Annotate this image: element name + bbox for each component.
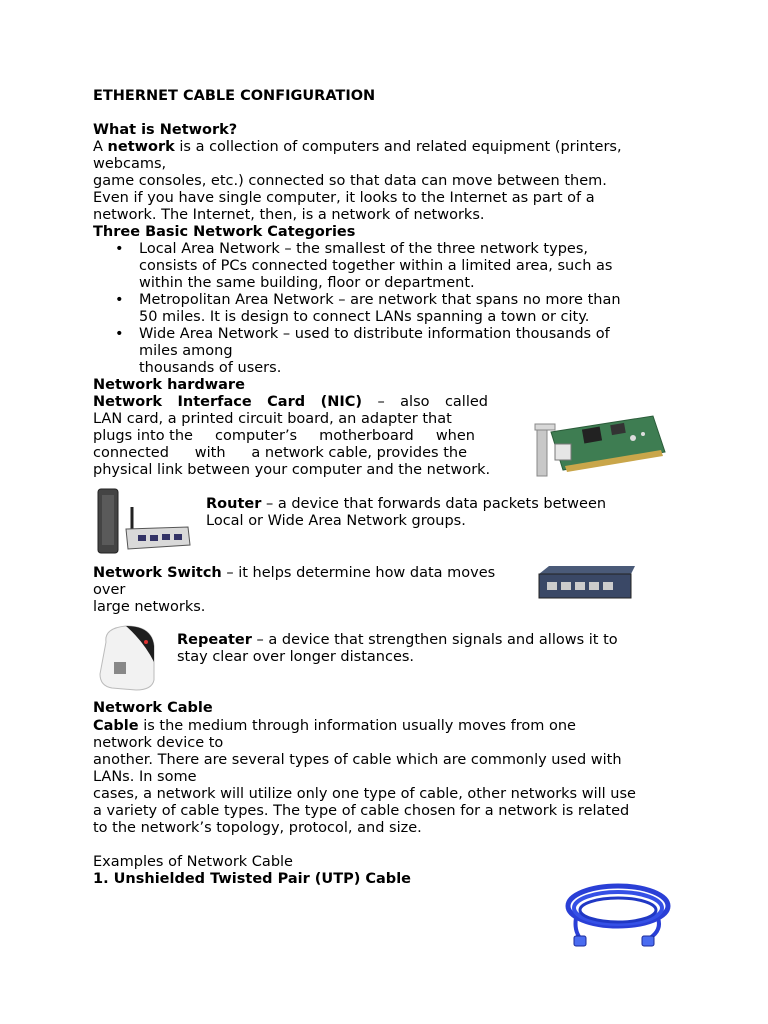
text: called — [444, 394, 488, 410]
router-line2: Local or Wide Area Network groups. — [206, 513, 466, 529]
text: computer’s — [215, 428, 298, 444]
text: – — [377, 394, 385, 410]
network-intro-line1 — [93, 139, 622, 156]
text: – it helps determine how data moves — [221, 565, 496, 581]
hardware-heading: Network hardware — [93, 377, 245, 393]
bullet-lan-line3: within the same building, floor or department. — [139, 275, 475, 291]
cable-line1 — [93, 718, 576, 735]
cable-line4: LANs. In some — [93, 769, 197, 785]
switch-line2: over — [93, 582, 126, 598]
text: motherboard — [319, 428, 414, 444]
bullet-marker: • — [115, 241, 124, 257]
repeater-term: Repeater — [177, 632, 252, 648]
cable-line3: another. There are several types of cable which are commonly used with — [93, 752, 622, 768]
bullet-lan-line2: consists of PCs connected together within a limited area, such as — [139, 258, 613, 274]
switch-term: Network Switch — [93, 565, 222, 581]
text: connected — [93, 445, 169, 461]
router-line1 — [206, 496, 606, 513]
network-intro-line2: webcams, — [93, 156, 167, 172]
document-title: ETHERNET CABLE CONFIGURATION — [93, 88, 376, 104]
cable-line6: a variety of cable types. The type of cable chosen for a network is related — [93, 803, 630, 819]
nic-line4 — [93, 445, 467, 462]
nic-card-image — [533, 408, 668, 480]
bullet-man-line1: Metropolitan Area Network – are network that spans no more than — [139, 292, 621, 308]
nic-line1 — [93, 394, 488, 411]
repeater-image — [96, 622, 158, 694]
utp-heading: 1. Unshielded Twisted Pair (UTP) Cable — [93, 871, 411, 887]
text: when — [435, 428, 475, 444]
text: – a device that forwards data packets between — [261, 496, 607, 512]
nic-line2: LAN card, a printed circuit board, an adapter that — [93, 411, 452, 427]
network-intro-line3: game consoles, etc.) connected so that data can move between them. — [93, 173, 607, 189]
text: plugs into the — [93, 428, 193, 444]
nic-term: Network — [93, 394, 163, 410]
nic-term: Interface — [177, 394, 252, 410]
text: is the medium through information usually moves from one — [138, 718, 576, 734]
cable-term: Cable — [93, 718, 139, 734]
text: A — [93, 139, 108, 155]
network-switch-image — [535, 562, 637, 602]
cable-line2: network device to — [93, 735, 224, 751]
router-term: Router — [206, 496, 262, 512]
bullet-wan-line2: miles among — [139, 343, 233, 359]
text: – a device that strengthen signals and allows it to — [251, 632, 618, 648]
network-heading: What is Network? — [93, 122, 238, 138]
nic-line5: physical link between your computer and the network. — [93, 462, 491, 478]
cable-line5: cases, a network will utilize only one type of cable, other networks will use — [93, 786, 636, 802]
repeater-line1 — [177, 632, 618, 649]
nic-line3 — [93, 428, 475, 445]
network-term: network — [107, 139, 175, 155]
text: with — [194, 445, 226, 461]
bullet-man-line2: 50 miles. It is design to connect LANs spanning a town or city. — [139, 309, 590, 325]
bullet-marker: • — [115, 326, 124, 342]
cable-heading: Network Cable — [93, 700, 213, 716]
cable-line7: to the network’s topology, protocol, and size. — [93, 820, 422, 836]
switch-line3: large networks. — [93, 599, 206, 615]
router-image — [96, 487, 192, 557]
network-intro-line4: Even if you have single computer, it looks to the Internet as part of a — [93, 190, 595, 206]
bullet-wan-line1: Wide Area Network – used to distribute information thousands of — [139, 326, 610, 342]
examples-heading: Examples of Network Cable — [93, 854, 293, 870]
categories-heading: Three Basic Network Categories — [93, 224, 356, 240]
text: is a collection of computers and related equipment (printers, — [174, 139, 622, 155]
utp-cable-image — [562, 878, 674, 950]
bullet-marker: • — [115, 292, 124, 308]
text: a network cable, provides the — [251, 445, 467, 461]
bullet-wan-line3: thousands of users. — [139, 360, 282, 376]
nic-term: (NIC) — [320, 394, 362, 410]
repeater-line2: stay clear over longer distances. — [177, 649, 415, 665]
network-intro-line5: network. The Internet, then, is a network of networks. — [93, 207, 485, 223]
text: also — [400, 394, 430, 410]
switch-line1 — [93, 565, 495, 582]
bullet-lan-line1: Local Area Network – the smallest of the three network types, — [139, 241, 588, 257]
nic-term: Card — [267, 394, 306, 410]
